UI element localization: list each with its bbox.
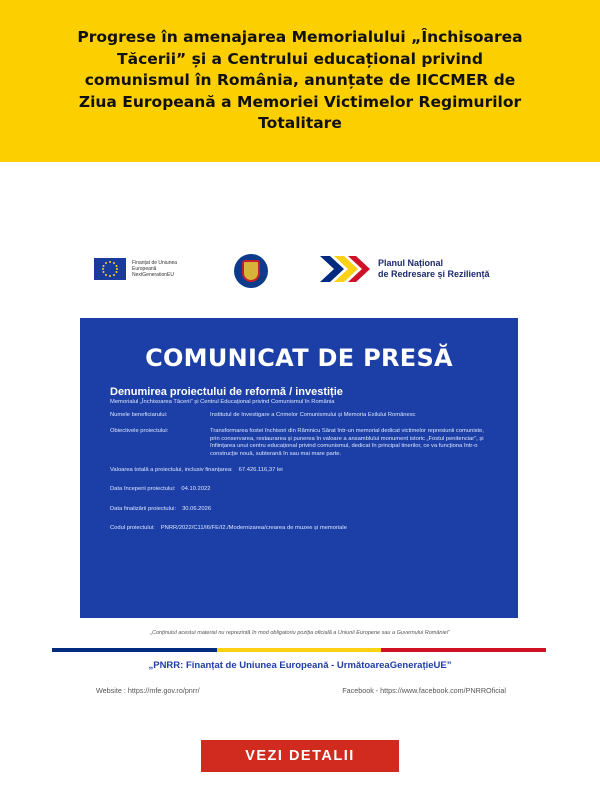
start-date-label: Data începerii proiectului: bbox=[110, 486, 176, 493]
pnrr-line-1: Planul Național bbox=[378, 258, 444, 268]
end-date-row bbox=[110, 506, 488, 513]
header-banner bbox=[0, 0, 600, 162]
press-release-panel bbox=[80, 318, 518, 618]
footer-links bbox=[96, 686, 506, 695]
romanian-tricolor-divider bbox=[52, 648, 546, 652]
end-date-value: 30.06.2026 bbox=[182, 505, 212, 512]
total-value-row bbox=[110, 467, 488, 474]
project-name: Memorialul „Închisoarea Tăcerii” și Centrul Educațional privind Comunismul în România bbox=[110, 399, 335, 405]
project-code-row bbox=[110, 525, 488, 532]
eu-flag-icon bbox=[94, 258, 126, 280]
beneficiary-value: Institutul de Investigare a Crimelor Comunismului și Memoria Exilului Românesc bbox=[210, 412, 416, 418]
start-date-value: 04.10.2022 bbox=[181, 486, 211, 493]
details-button[interactable]: VEZI DETALII bbox=[201, 740, 399, 772]
logo-strip bbox=[80, 248, 520, 294]
eu-logo bbox=[94, 258, 190, 280]
press-release-title: COMUNICAT DE PRESĂ bbox=[145, 344, 453, 372]
eu-logo-text: Finanțat de Uniunea Europeană NextGenerationEU bbox=[132, 260, 178, 278]
website-link[interactable]: Website : https://mfe.gov.ro/pnrr/ bbox=[96, 686, 200, 695]
objectives-label: Obiectivele proiectului: bbox=[110, 428, 169, 435]
project-code-label: Codul proiectului: bbox=[110, 525, 155, 532]
objectives-value: Transformarea fostei închisori din Râmnicu Sărat într-un memorial dedicat victimelor represiunii comuniste, prin conservarea, restaurarea și punerea în valoare a ansamblului monument istoric „Fostul penitenciar”, și înființarea unui centru educațional privind comunismul, dedicat în principal tinerilor, ce va funcționa într-o construcție nouă, subterană în sau mai mare parte. bbox=[210, 428, 484, 457]
pnrr-arrow-icon bbox=[320, 254, 370, 284]
total-value: 67.426.116,37 lei bbox=[238, 467, 283, 474]
beneficiary-row bbox=[110, 412, 488, 419]
pnrr-logo bbox=[320, 254, 518, 284]
end-date-label: Data finalizării proiectului: bbox=[110, 505, 177, 512]
pnrr-slogan: „PNRR: Finanțat de Uniunea Europeană - UrmătoareaGenerațieUE” bbox=[148, 660, 452, 671]
disclaimer-text: „Conținutul acestui material nu reprezintă în mod obligatoriu poziția oficială a Uniunii Europene sau a Guvernului României” bbox=[150, 630, 450, 636]
project-subtitle: Denumirea proiectului de reformă / investiție bbox=[110, 386, 343, 398]
romanian-government-emblem-icon bbox=[234, 254, 268, 288]
facebook-link[interactable]: Facebook - https://www.facebook.com/PNRROficial bbox=[342, 686, 506, 695]
pnrr-line-2: de Redresare și Reziliență bbox=[378, 269, 490, 279]
total-value-label: Valoarea totală a proiectului, inclusiv finanțarea: bbox=[110, 467, 233, 474]
start-date-row bbox=[110, 486, 488, 493]
article-title[interactable]: Progrese în amenajarea Memorialului „Închisoarea Tăcerii” și a Centrului educațional privind comunismul în România, anunțate de IICCMER de Ziua Europeană a Memoriei Victimelor Regimurilor Totalitare bbox=[77, 28, 523, 133]
project-code-value: PNRR/2022/C11/I6/FE/I2./Modernizarea/crearea de muzee și memoriale bbox=[160, 525, 347, 532]
beneficiary-label: Numele beneficiarului: bbox=[110, 412, 168, 418]
objectives-row bbox=[110, 428, 488, 458]
pnrr-logo-text bbox=[378, 258, 518, 280]
